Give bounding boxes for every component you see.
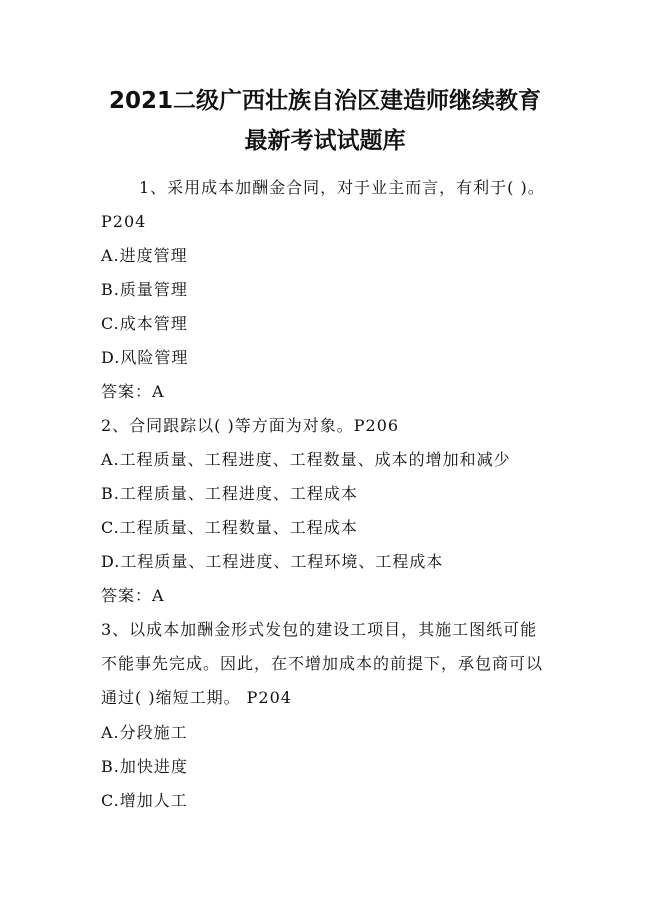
question-2-option-d: D.工程质量、工程进度、工程环境、工程成本 [101, 552, 444, 571]
question-1-option-a: A.进度管理 [101, 246, 188, 265]
question-3-stem-line-2: 不能事先完成。因此，在不增加成本的前提下，承包商可以 [101, 654, 544, 673]
document-title-line-1: 2021二级广西壮族自治区建造师继续教育 [108, 88, 541, 114]
question-3-stem-line-3: 通过( )缩短工期。 P204 [101, 688, 292, 707]
question-1-answer: 答案：A [101, 382, 165, 401]
question-2-option-a: A.工程质量、工程进度、工程数量、成本的增加和减少 [101, 450, 511, 469]
question-2-option-c: C.工程质量、工程数量、工程成本 [101, 518, 358, 537]
question-2-option-b: B.工程质量、工程进度、工程成本 [101, 484, 358, 503]
question-1-option-c: C.成本管理 [101, 314, 188, 333]
question-1-option-d: D.风险管理 [101, 348, 189, 367]
question-1-option-b: B.质量管理 [101, 280, 188, 299]
question-2-stem: 2、合同跟踪以( )等方面为对象。P206 [101, 416, 400, 435]
question-3-stem-line-1: 3、以成本加酬金形式发包的建设工项目，其施工图纸可能 [101, 620, 538, 639]
document-title-line-2: 最新考试试题库 [244, 128, 406, 154]
question-3-option-b: B.加快进度 [101, 757, 188, 776]
question-3-option-a: A.分段施工 [101, 723, 188, 742]
question-1-stem: 1、采用成本加酬金合同，对于业主而言，有利于( )。 [139, 178, 545, 197]
question-2-answer: 答案：A [101, 586, 165, 605]
question-1-page-ref: P204 [101, 212, 147, 231]
question-3-option-c: C.增加人工 [101, 791, 188, 810]
